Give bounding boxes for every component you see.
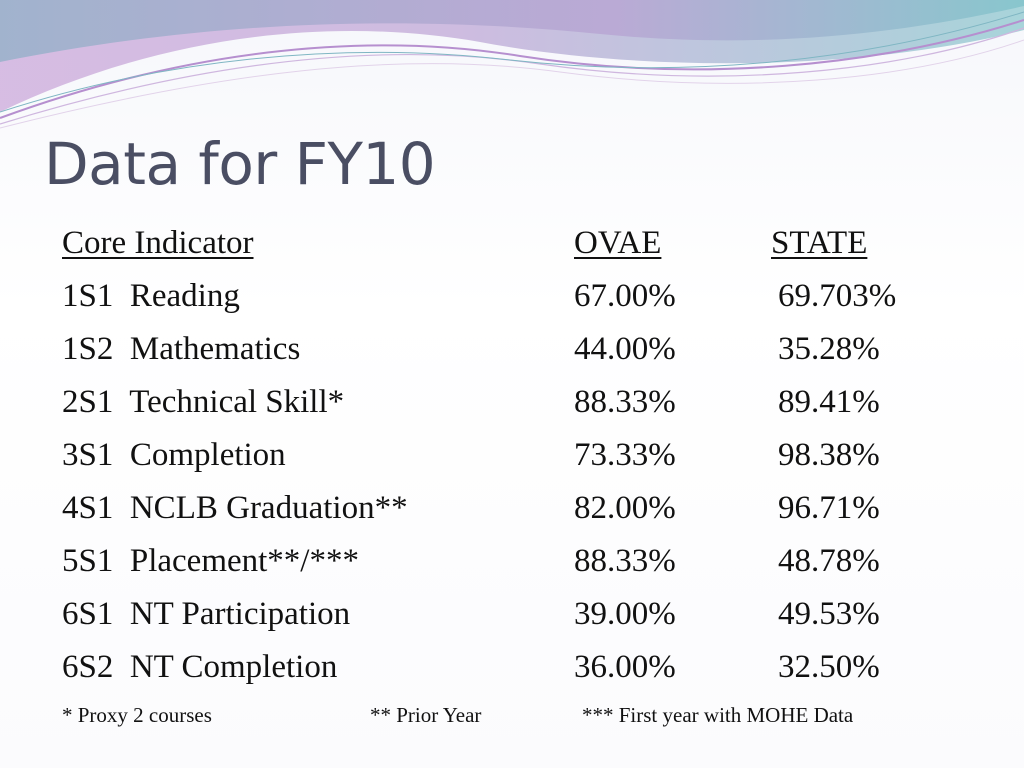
ovae-value: 36.00%: [574, 649, 676, 685]
table-row: [0, 377, 1024, 427]
footnotes: [0, 700, 1024, 730]
footnote-prior-year: ** Prior Year: [370, 703, 482, 727]
ovae-value: 44.00%: [574, 331, 676, 367]
table-row: [0, 483, 1024, 533]
indicator-name: 5S1 Placement**/***: [62, 543, 359, 579]
indicator-name: 4S1 NCLB Graduation**: [62, 490, 408, 526]
table-row: [0, 589, 1024, 639]
state-value: 98.38%: [778, 437, 880, 473]
footnote-proxy: * Proxy 2 courses: [62, 703, 212, 727]
state-value: 32.50%: [778, 649, 880, 685]
ovae-value: 73.33%: [574, 437, 676, 473]
state-value: 69.703%: [778, 278, 897, 314]
table-row: [0, 536, 1024, 586]
ovae-value: 82.00%: [574, 490, 676, 526]
state-value: 49.53%: [778, 596, 880, 632]
state-value: 48.78%: [778, 543, 880, 579]
ovae-value: 67.00%: [574, 278, 676, 314]
indicator-name: 2S1 Technical Skill*: [62, 384, 345, 420]
indicator-name: 1S1 Reading: [62, 278, 240, 314]
table-row: [0, 324, 1024, 374]
ovae-value: 39.00%: [574, 596, 676, 632]
table-row: [0, 271, 1024, 321]
table-row: [0, 642, 1024, 692]
table-header-row: [0, 218, 1024, 268]
state-value: 89.41%: [778, 384, 880, 420]
table-row: [0, 430, 1024, 480]
slide-title: Data for FY10: [44, 130, 436, 198]
indicator-name: 1S2 Mathematics: [62, 331, 301, 367]
header-core-indicator: Core Indicator: [62, 225, 254, 261]
state-value: 35.28%: [778, 331, 880, 367]
decorative-wave-banner: [0, 0, 1024, 130]
indicator-name: 6S2 NT Completion: [62, 649, 338, 685]
footnote-mohe: *** First year with MOHE Data: [582, 703, 854, 727]
state-value: 96.71%: [778, 490, 880, 526]
ovae-value: 88.33%: [574, 543, 676, 579]
indicator-name: 6S1 NT Participation: [62, 596, 351, 632]
indicator-name: 3S1 Completion: [62, 437, 286, 473]
ovae-value: 88.33%: [574, 384, 676, 420]
header-ovae: OVAE: [574, 225, 662, 261]
header-state: STATE: [771, 225, 868, 261]
